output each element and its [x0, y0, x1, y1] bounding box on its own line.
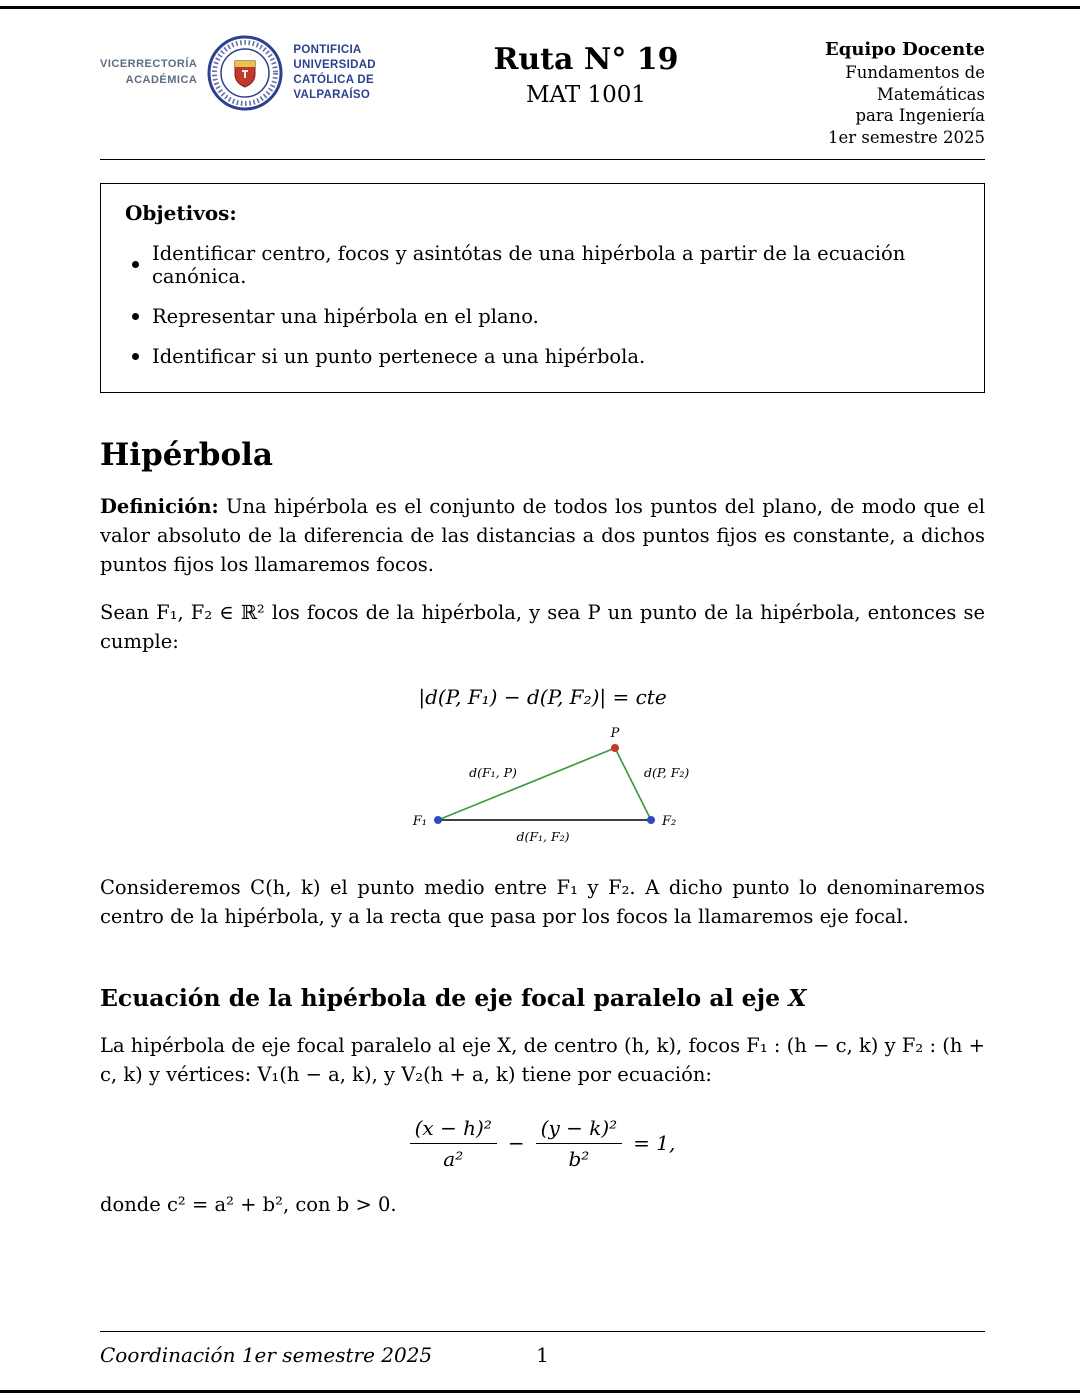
section-title: Hipérbola	[100, 436, 274, 473]
logo-valparaiso-label: VALPARAÍSO	[293, 88, 371, 101]
fraction-x-numerator: (x − h)²	[410, 1116, 497, 1144]
page-top-border	[0, 6, 1080, 9]
fraction-y-numerator: (y − k)²	[536, 1116, 623, 1144]
logo-catolica-label: CATÓLICA DE	[293, 74, 374, 86]
course-info-block	[740, 38, 985, 149]
canonical-equation	[100, 1116, 985, 1171]
distance-f1-p-label: d(F₁, P)	[468, 765, 517, 781]
objective-item	[125, 345, 960, 368]
header	[100, 34, 985, 149]
definition-label: Definición:	[100, 494, 219, 518]
semester-label: 1er semestre 2025	[827, 128, 985, 148]
objective-item	[125, 242, 960, 288]
distance-p-f2-label: d(P, F₂)	[643, 765, 689, 781]
point-p-label: P	[610, 726, 619, 742]
page-content	[0, 34, 1080, 1219]
distance-f1-f2-label: d(F₁, F₂)	[515, 829, 570, 845]
equation-rhs: = 1,	[633, 1131, 676, 1156]
center-paragraph: Consideremos C(h, k) el punto medio entre F₁ y F₂. A dicho punto lo denominaremos centro de la hipérbola, y a la recta que pasa por los focos la llamaremos eje focal.	[100, 876, 985, 928]
subsection-title-text: Ecuación de la hipérbola de eje focal paralelo al eje	[100, 983, 789, 1012]
footer-row	[100, 1343, 985, 1367]
header-rule	[100, 159, 985, 160]
university-seal-icon	[206, 34, 284, 112]
definition-text: Una hipérbola es el conjunto de todos los puntos del plano, de modo que el valor absoluto de la diferencia de las distancias a dos puntos fijos es constante, a dichos puntos fijos los llamaremos focos.	[100, 494, 985, 576]
logo-pontificia-label: PONTIFICIA	[293, 44, 362, 57]
bullet-icon	[132, 353, 139, 360]
fraction-x-denominator: a²	[443, 1146, 464, 1171]
bullet-icon	[132, 313, 139, 320]
course-name-line1: Fundamentos de Matemáticas	[845, 62, 985, 104]
foci-paragraph: Sean F₁, F₂ ∈ ℝ² los focos de la hipérbola, y sea P un punto de la hipérbola, entonces se cumple:	[100, 601, 985, 654]
definition-paragraph	[100, 493, 985, 580]
hyperbola-distance-diagram	[383, 725, 703, 850]
focus-f2-label: F₂	[661, 814, 676, 830]
x-axis-paragraph: La hipérbola de eje focal paralelo al eje X, de centro (h, k), focos F₁ : (h − c, k) y F₂ : (h + c, k) y vértices: V₁(h − a, k), y V₂(h + a, k) tiene por ecuación:	[100, 1033, 985, 1086]
focus-f1-label: F₁	[412, 814, 427, 830]
triangle-figure	[100, 725, 985, 854]
objective-item	[125, 305, 960, 328]
logo-universidad-label: UNIVERSIDAD	[293, 59, 376, 72]
subsection-title	[100, 984, 985, 1012]
course-name-line2: para Ingeniería	[855, 106, 985, 126]
objectives-title: Objetivos:	[125, 200, 237, 225]
title-block	[432, 42, 740, 108]
distance-equation: |d(P, F₁) − d(P, F₂)| = cte	[418, 685, 667, 710]
donde-paragraph: donde c² = a² + b², con b > 0.	[100, 1192, 397, 1216]
logo-right-text	[293, 43, 376, 103]
objective-text: Representar una hipérbola en el plano.	[152, 304, 539, 328]
logo-left-text	[100, 57, 197, 89]
minus-operator: −	[507, 1131, 525, 1156]
objective-text: Identificar centro, focos y asintótas de una hipérbola a partir de la ecuación canónica.	[152, 241, 906, 288]
bullet-icon	[132, 261, 139, 268]
footer-rule	[100, 1331, 985, 1332]
footer	[100, 1331, 985, 1367]
page-number: 1	[536, 1343, 549, 1367]
segment-p-f2	[615, 748, 651, 820]
objectives-box	[100, 183, 985, 393]
segment-f1-p	[438, 748, 615, 820]
university-logo	[100, 34, 432, 112]
point-p-dot	[611, 744, 619, 752]
course-code: MAT 1001	[525, 82, 647, 108]
fraction-y-denominator: b²	[568, 1146, 590, 1171]
focus-f1-dot	[434, 816, 442, 824]
objective-text: Identificar si un punto pertenece a una hipérbola.	[152, 344, 646, 368]
document-title: Ruta N° 19	[493, 42, 679, 77]
logo-academica-label: ACADÉMICA	[125, 74, 198, 86]
equipo-docente-label: Equipo Docente	[825, 39, 985, 60]
page-bottom-border	[0, 1390, 1080, 1393]
fraction-y-term	[536, 1116, 623, 1171]
subsection-title-math: X	[788, 983, 807, 1012]
fraction-x-term	[410, 1116, 497, 1171]
logo-vicerrectoria-label: VICERRECTORÍA	[100, 58, 198, 71]
focus-f2-dot	[647, 816, 655, 824]
footer-coordination-label: Coordinación 1er semestre 2025	[100, 1343, 433, 1367]
